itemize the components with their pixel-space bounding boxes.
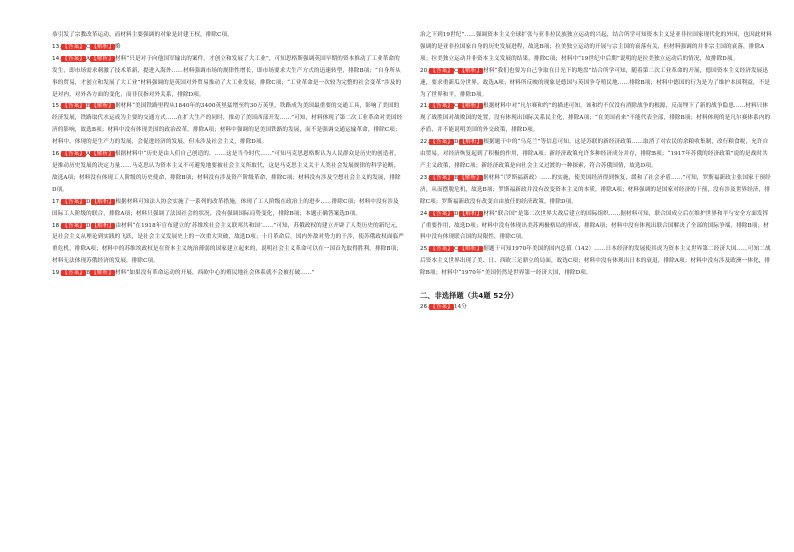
answer-tag: 【答案】 xyxy=(62,270,85,277)
score-text: 14分 xyxy=(453,303,467,310)
analysis-tag: 【解析】 xyxy=(459,246,483,253)
answer-item xyxy=(420,173,772,209)
answer-item xyxy=(52,101,404,149)
item-number: 15. xyxy=(52,103,62,110)
answer-tag: 【答案】 xyxy=(430,210,453,217)
answer-letter: D xyxy=(85,198,91,205)
item-text: 恭引发了宗教改革运动，而材料主要强调的对象是封建王权，排除C项。 xyxy=(52,32,233,38)
answer-tag: 【答案】 xyxy=(62,222,85,229)
answer-letter: B xyxy=(85,270,91,277)
item-number: 23. xyxy=(420,174,430,181)
answer-tag: 【答案】 xyxy=(430,174,453,181)
analysis-tag: 【解析】 xyxy=(459,103,483,110)
item-number: 13. xyxy=(52,43,62,50)
answer-letter: D xyxy=(453,139,459,146)
answer-tag: 【答案】 xyxy=(430,303,453,310)
answer-item-last xyxy=(420,302,772,314)
analysis-tag: 【解析】 xyxy=(91,270,114,277)
analysis-tag: 【解析】 xyxy=(91,103,114,110)
answer-item xyxy=(52,30,404,42)
item-text: 材料“只是对于向他国军输出的案件，才创立和发展了大工业”，可知思格斯强调英国早期的资本推动了工业革命的发生，即市场需求刺激了技术革新，提进入海外……材料强调市场的规律性增长，即市场要求大生产方式的迅速转型，排除B项；“自身所从事的贸易，才创立和发展了大工业”材料强调的是英国对外贸易推动了大工业发展，排除C项；“工业革命是一次较为完整的社会变革”涉及的是对内，对外各方面的变化，而非仅指对外关系，排除D项。 xyxy=(52,55,402,98)
item-text: 材料“我们也要为自己争取在日光下的地盘”结合所学可知，随着第二次工业革命的开展，德国资本主义经济发展迅速，要求重新瓜分世界，故选A项；材料所反映的现象是德国与英国争夺殖民地……排除B项；材料中德国的行为是为了维护本国利益，不是为了世界和平，排除D项。 xyxy=(420,67,770,98)
answer-letter: C xyxy=(453,246,459,253)
answer-letter: A xyxy=(85,55,91,62)
answer-item xyxy=(52,149,404,197)
item-text: 据材料“（罗斯福新政）……的实施，使美国经济得到恢复，缓和了社会矛盾……”可知，罗斯福新政主张国家干预经济，从而摆脱危机，故选B项；罗斯福新政并没有改变资本主义的本质，排除A项；材料强调的是国家对经济的干预，没有涉及世界经济，排除C项；罗斯福新政没有改变自由放任的经济政策，排除D项。 xyxy=(420,174,771,205)
two-column-layout xyxy=(52,30,772,314)
item-text: 略 xyxy=(115,43,121,50)
item-number: 18. xyxy=(52,222,62,229)
analysis-tag: 【解析】 xyxy=(459,67,483,74)
analysis-tag: 【解析】 xyxy=(91,43,115,50)
analysis-tag: 【解析】 xyxy=(91,222,115,229)
item-number: 22. xyxy=(420,139,430,146)
answer-tag: 【答案】 xyxy=(430,103,453,110)
answer-item xyxy=(420,137,772,173)
answer-letter: C xyxy=(453,67,459,74)
item-number: 25. xyxy=(420,246,430,253)
item-text: 据题干可知1970年美国的国内总值（142）……日本经济的发展使其成为资本主义世界第二经济大国……可知二战后资本主义世界出现了美、日、西欧三足鼎立的局面，故选C项；材料中没有体现出日本的衰退，排除A项；材料中没有涉及欧洲一体化，排除B项；材料中“1970年”美国仍然是世界第一经济大国，排除D项。 xyxy=(420,246,771,277)
item-number: 14. xyxy=(52,55,62,62)
answer-tag: 【答案】 xyxy=(62,43,85,50)
answer-item xyxy=(52,197,404,221)
answer-item xyxy=(420,244,772,280)
answer-letter: D xyxy=(453,210,459,217)
answer-tag: 【答案】 xyxy=(62,55,85,62)
answer-item xyxy=(52,268,404,280)
answer-letter: C xyxy=(453,103,459,110)
item-text: 由材料“在1918年宣布建立的‘苏维埃社会主义联邦共和国’……”可知，苏俄政权的建立开辟了人类历史的新纪元，是社会主义从理论到实践的飞跃，是社会主义发展史上的一次重大突破，故选D项；十月革命后，国内外敌对势力的干涉，使苏俄政权面临严重危机，排除A项；材料中的苏维埃政权是在资本主义统治薄弱的国家建立起来的，说明社会主义革命可以在一国首先取得胜利，排除B项；材料无法体现苏俄经济的发展，排除C项。 xyxy=(52,222,404,265)
answer-tag: 【答案】 xyxy=(62,103,85,110)
answer-tag: 【答案】 xyxy=(430,67,453,74)
right-column-items xyxy=(420,30,772,280)
item-text: 根据材料中对“凡尔赛和约”的描述可知，该和约不仅没有消除战争的根源，反而埋下了新的战争隐患……材料只体现了战胜国对战败国的处置，没有体现出国际关系民主化，排除A项；“在美国看来”不能代表全部，排除B项；材料体现的是凡尔赛体系内的矛盾，并不能说明美国的外交政策，排除D项。 xyxy=(420,103,771,134)
analysis-tag: 【解析】 xyxy=(459,210,483,217)
answer-letter: B xyxy=(85,103,91,110)
answer-tag: 【答案】 xyxy=(430,139,453,146)
answer-tag: 【答案】 xyxy=(62,151,85,158)
answer-tag: 【答案】 xyxy=(62,198,85,205)
answer-item xyxy=(420,101,772,137)
item-text: 根据题干中的“乌克兰”等信息可知，这是苏联的新经济政策……取消了对农民的余粮收集制，改行粮食税，允许自由贸易，对经济恢复起到了积极的作用，排除A项；新经济政策允许多种经济成分并存，排除B项；“1917年苏俄的经济政策”说的是战时共产主义政策，排除C项；新经济政策是向社会主义过渡的一种探索，符合苏俄国情，故选D项。 xyxy=(420,139,769,169)
answer-letter: D xyxy=(85,222,91,229)
answer-item xyxy=(420,209,772,245)
item-text: 材料“联合国”是第二次世界大战后建立的国际组织……据材料可知，联合国成立后在维护世界和平与安全方面发挥了重要作用，故选D项；材料中没有体现出美苏两极格局的形成，排除A项；材料中没有体现出联合国解决了全部的国际争端，排除B项；材料中没有体现联合国的局限性，排除C项。 xyxy=(420,210,769,241)
analysis-tag: 【解析】 xyxy=(91,55,114,62)
item-text: 治之下到19世纪”……强调资本主义全球扩张与亚非拉民族独立运动的兴起，结合所学可知资本主义是亚非拉国家现代化的外因，也因此材料强调的是亚非拉国家自身的历史发展进程，故选B项；拉美独立运动的开展与宗主国的衰落有关，但材料强调的并非宗主国的衰落，排除A项；拉美独立运动并非资本主义发展的结果，排除C项；材料中“19世纪中后期”说明的是拉美独立运动后的情况，故排除D项。 xyxy=(420,32,772,62)
item-number: 21. xyxy=(420,103,430,110)
item-number: 17. xyxy=(52,198,62,205)
answer-letter: B xyxy=(453,174,459,181)
item-text: 据材料“美国铁路里程从1840年的3400英里猛增至约30万英里，铁路成为美国最重要的交通工具，影响了美国的经济发展，铁路取代水运成为主要的交通方式……在扩大生产的同时，推动了美国西部开发……”可知，材料体现了第二次工业革命对美国经济的影响，故选B项；材料中没有体现美国的政治改革，排除A项；材料中强调的是美国铁路的发展，而不是强调交通运输革命，排除C项；材料中，体现的是生产力的发展，会促进经济的发展，但未涉及社会主义，排除D项。 xyxy=(52,103,403,146)
analysis-tag: 【解析】 xyxy=(459,139,483,146)
answer-item xyxy=(52,221,404,269)
answer-item xyxy=(52,42,404,54)
item-number: 19. xyxy=(52,270,62,277)
answer-letter: C xyxy=(85,43,91,50)
answer-item xyxy=(52,54,404,102)
answer-item xyxy=(420,30,772,66)
item-text: 根据材料中“历史是由人们自己创造的，……这是当今时代……”可知马克思恩格斯认为人民群众是历史的创造者，是推动历史发展的决定力量……马克思认为资本主义不可避免地要被社会主义所取代，这是马克思主义关于人类社会发展规律的科学论断，故选A项；材料没有体现工人阶级的历史使命，排除B项；材料没有涉及资产阶级革命，排除C项；材料没有涉及空想社会主义的发展，排除D项。 xyxy=(52,151,401,193)
left-column xyxy=(52,30,404,314)
analysis-tag: 【解析】 xyxy=(91,151,114,158)
item-number: 16. xyxy=(52,151,62,158)
answer-tag: 【答案】 xyxy=(430,246,453,253)
answer-letter: A xyxy=(85,151,91,158)
item-text: 材料“如果没有革命运动的开展，西欧中心的殖民地社会体系就不会被打破……” xyxy=(114,270,315,277)
item-text: 根据材料可知法人协会实施了一系列的改革措施，体现了工人阶级在政治上的进步……排除C项；材料中没有涉及国际工人阶级的联合，排除A项；材料只强调了法国社会的状况，没有强调国际局势变化，排除B项；本题正确答案选D项。 xyxy=(52,198,399,217)
item-number: 20. xyxy=(420,67,430,74)
analysis-tag: 【解析】 xyxy=(91,198,115,205)
section-title: 二、非选择题（共4题 52分） xyxy=(420,291,519,301)
item-number: 26. xyxy=(420,303,430,310)
analysis-tag: 【解析】 xyxy=(459,174,482,181)
answer-item xyxy=(420,66,772,102)
item-number: 24. xyxy=(420,210,430,217)
right-column xyxy=(420,30,772,314)
